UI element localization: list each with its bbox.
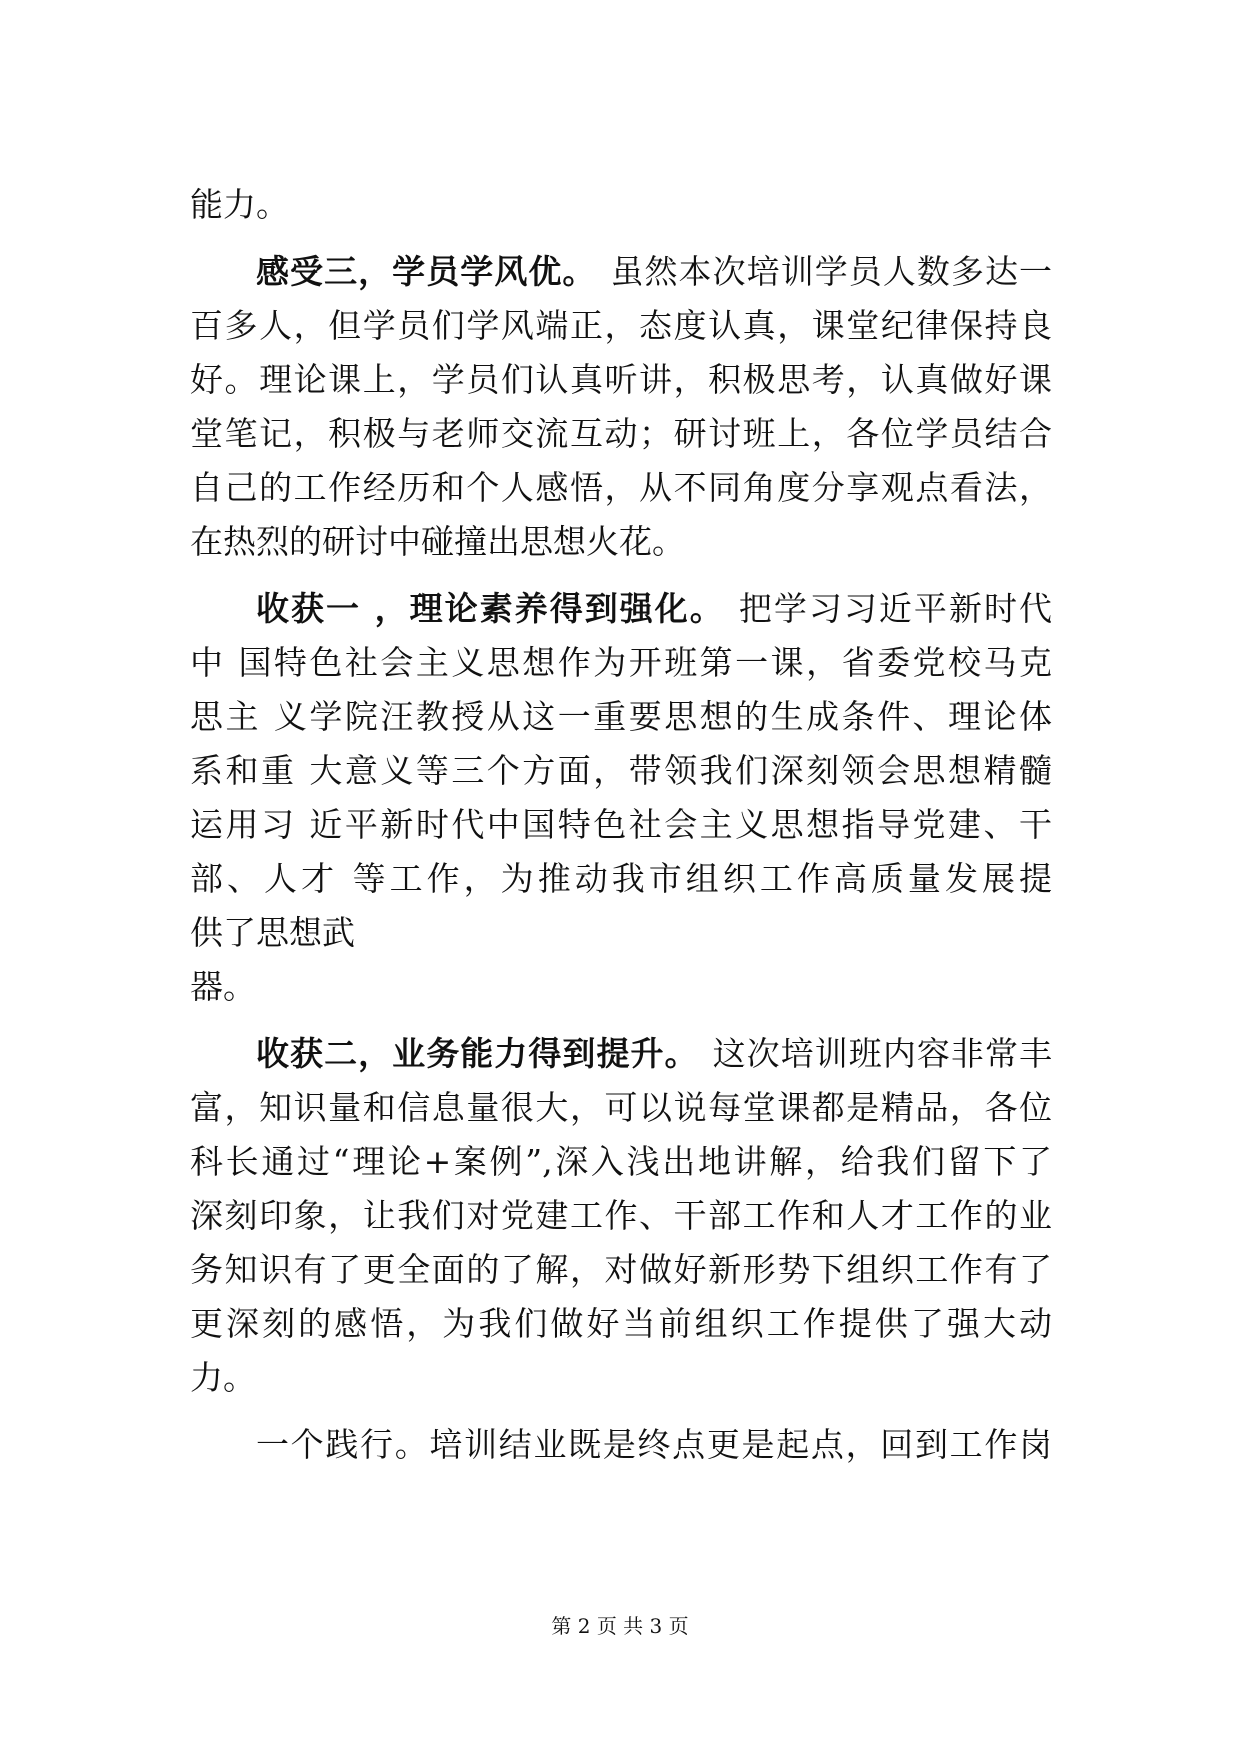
text-line bbox=[190, 1027, 1052, 1081]
text-line: 务知识有了更全面的了解，对做好新形势下组织工作有了 bbox=[190, 1250, 1052, 1289]
text-line bbox=[190, 582, 1052, 636]
text-line: 力。 bbox=[190, 1358, 256, 1397]
text-line: 系和重 大意义等三个方面，带领我们深刻领会思想精髓 bbox=[190, 751, 1052, 790]
text-line: 供了思想武 bbox=[190, 913, 355, 952]
text-line: 中 国特色社会主义思想作为开班第一课，省委党校马克 bbox=[190, 643, 1052, 682]
paragraph-heading: 收获二，业务能力得到提升。 bbox=[256, 1034, 699, 1073]
text-line: 科长通过“理论+案例”,深入浅出地讲解，给我们留下了 bbox=[190, 1142, 1052, 1181]
text-line: 堂笔记，积极与老师交流互动；研讨班上，各位学员结合 bbox=[190, 414, 1052, 453]
paragraph bbox=[190, 582, 1052, 1014]
paragraph bbox=[190, 178, 1052, 232]
text-line: 器。 bbox=[190, 967, 256, 1006]
text-line: 在热烈的研讨中碰撞出思想火花。 bbox=[190, 522, 685, 561]
paragraph-heading: 感受三，学员学风优。 bbox=[256, 252, 597, 291]
text-line: 自己的工作经历和个人感悟，从不同角度分享观点看法， bbox=[190, 468, 1052, 507]
paragraph bbox=[190, 1027, 1052, 1405]
text-line: 运用习 近平新时代中国特色社会主义思想指导党建、干 bbox=[190, 805, 1052, 844]
paragraph-heading: 收获一 ，理论素养得到强化。 bbox=[256, 589, 725, 628]
text-line bbox=[190, 245, 1052, 299]
text-line: 好。理论课上，学员们认真听讲，积极思考，认真做好课 bbox=[190, 360, 1052, 399]
text-line: 部、人才 等工作，为推动我市组织工作高质量发展提 bbox=[190, 859, 1052, 898]
text-line: 富，知识量和信息量很大，可以说每堂课都是精品，各位 bbox=[190, 1088, 1052, 1127]
page-number: 第 2 页 共 3 页 bbox=[551, 1614, 689, 1638]
text-line: 思主 义学院汪教授从这一重要思想的生成条件、理论体 bbox=[190, 697, 1052, 736]
paragraph-text: 把学习习近平新时代 bbox=[738, 589, 1052, 628]
text-line: 百多人，但学员们学风端正，态度认真，课堂纪律保持良 bbox=[190, 306, 1052, 345]
paragraph-text: 虽然本次培训学员人数多达一 bbox=[610, 252, 1052, 291]
paragraph-text: 这次培训班内容非常丰 bbox=[712, 1034, 1052, 1073]
text-line: 能力。 bbox=[190, 185, 289, 224]
text-line: 深刻印象，让我们对党建工作、干部工作和人才工作的业 bbox=[190, 1196, 1052, 1235]
paragraph bbox=[190, 1418, 1052, 1472]
paragraph bbox=[190, 245, 1052, 569]
text-line: 更深刻的感悟，为我们做好当前组织工作提供了强大动 bbox=[190, 1304, 1052, 1343]
document-body bbox=[190, 178, 1052, 1472]
text-line: 一个践行。培训结业既是终点更是起点，回到工作岗 bbox=[256, 1425, 1052, 1464]
